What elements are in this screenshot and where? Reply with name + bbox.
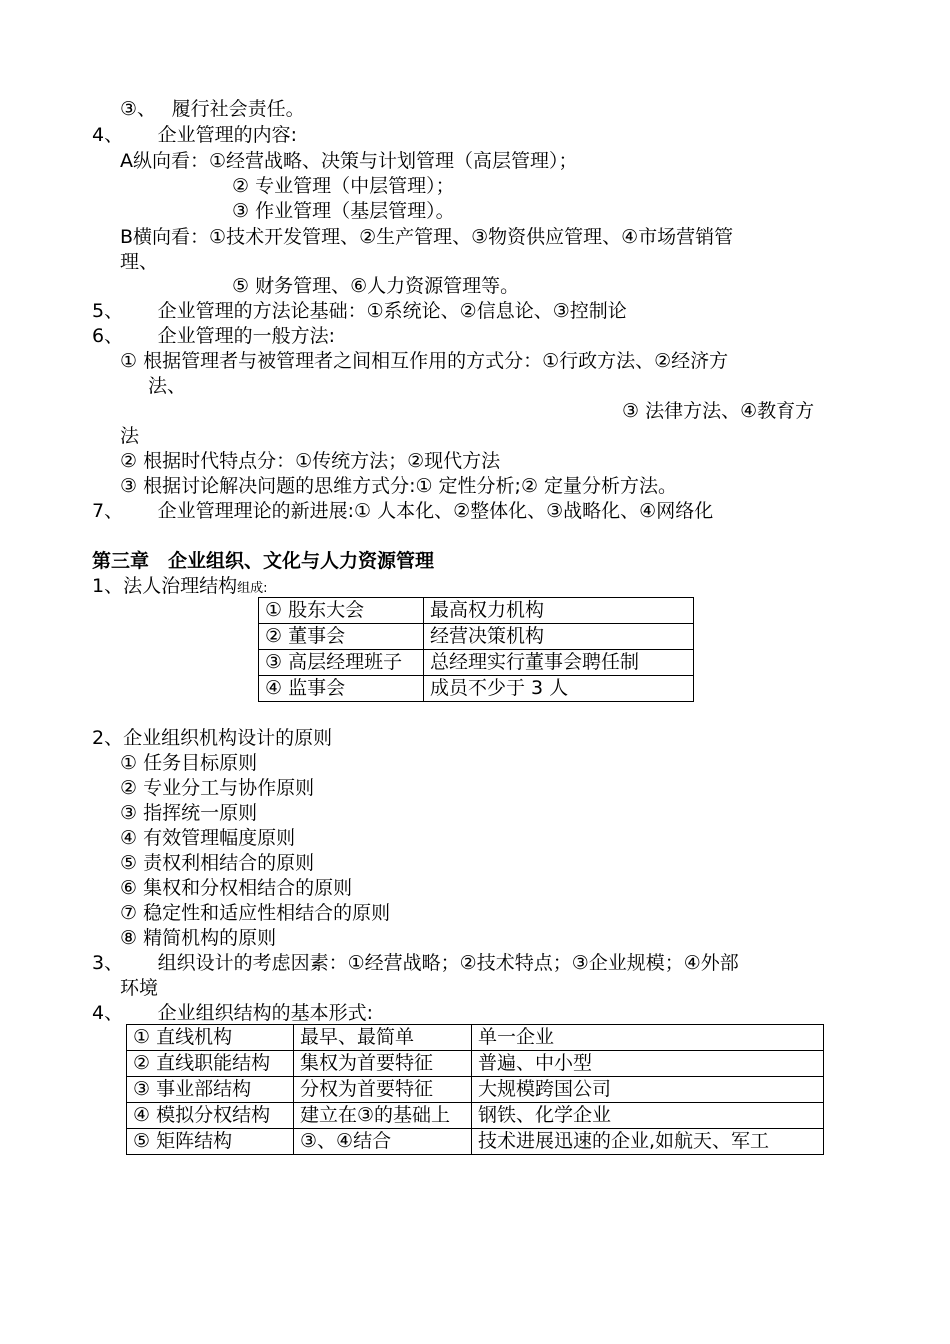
line-methodology: 5、 企业管理的方法论基础：①系统论、②信息论、③控制论 <box>92 300 627 322</box>
line-vertical-view: A纵向看：①经营战略、决策与计划管理（高层管理）； <box>120 150 578 172</box>
table-cell: ① 股东大会 <box>259 598 424 624</box>
table-cell: ② 董事会 <box>259 624 424 650</box>
item-corporate-governance-label: 1、法人治理结构 <box>92 575 238 597</box>
list-item: ⑧ 精简机构的原则 <box>120 927 277 949</box>
table-cell: 总经理实行董事会聘任制 <box>424 650 694 676</box>
table-cell: 集权为首要特征 <box>294 1051 472 1077</box>
table-row <box>127 1051 824 1077</box>
table-cell: ① 直线机构 <box>127 1025 294 1051</box>
table-cell: 单一企业 <box>472 1025 824 1051</box>
table-cell: ⑤ 矩阵结构 <box>127 1129 294 1155</box>
item-design-principles: 2、企业组织机构设计的原则 <box>92 727 333 749</box>
table-cell: ③ 高层经理班子 <box>259 650 424 676</box>
line-professional-management: ② 专业管理（中层管理）； <box>232 175 455 197</box>
table-cell: ③ 事业部结构 <box>127 1077 294 1103</box>
table-row <box>259 624 694 650</box>
list-item: ④ 有效管理幅度原则 <box>120 827 296 849</box>
line-general-methods: 6、 企业管理的一般方法: <box>92 325 336 347</box>
item-corporate-governance <box>92 574 267 601</box>
table-cell: 技术进展迅速的企业,如航天、军工 <box>472 1129 824 1155</box>
table-cell: 最早、最简单 <box>294 1025 472 1051</box>
table-cell: 建立在③的基础上 <box>294 1103 472 1129</box>
line-horizontal-view-cont: 理、 <box>120 251 159 273</box>
line-method-interaction-cont: 法、 <box>148 375 187 397</box>
governance-table <box>258 597 694 702</box>
line-new-progress: 7、 企业管理理论的新进展:① 人本化、②整体化、③战略化、④网络化 <box>92 500 714 522</box>
table-cell: 大规模跨国公司 <box>472 1077 824 1103</box>
item-structure-forms: 4、 企业组织结构的基本形式: <box>92 1002 374 1024</box>
line-method-thinking: ③ 根据讨论解决问题的思维方式分:① 定性分析;② 定量分析方法。 <box>120 475 678 497</box>
table-row <box>127 1103 824 1129</box>
table-cell: ② 直线职能结构 <box>127 1051 294 1077</box>
line-law-education-cont: 法 <box>120 425 140 447</box>
list-item: ③ 指挥统一原则 <box>120 802 258 824</box>
line-law-education: ③ 法律方法、④教育方 <box>622 400 815 422</box>
line-method-interaction: ① 根据管理者与被管理者之间相互作用的方式分：①行政方法、②经济方 <box>120 350 729 372</box>
line-method-era: ② 根据时代特点分：①传统方法；②现代方法 <box>120 450 501 472</box>
line-operational-management: ③ 作业管理（基层管理）。 <box>232 200 455 222</box>
structure-table <box>126 1024 824 1155</box>
table-cell: ④ 模拟分权结构 <box>127 1103 294 1129</box>
line-horizontal-view: B横向看：①技术开发管理、②生产管理、③物资供应管理、④市场营销管 <box>120 226 734 248</box>
table-cell: ④ 监事会 <box>259 676 424 702</box>
line-management-content: 4、 企业管理的内容: <box>92 124 298 146</box>
table-row <box>259 676 694 702</box>
list-item: ② 专业分工与协作原则 <box>120 777 315 799</box>
table-cell: 成员不少于 3 人 <box>424 676 694 702</box>
table-cell: 分权为首要特征 <box>294 1077 472 1103</box>
line-finance-hr: ⑤ 财务管理、⑥人力资源管理等。 <box>232 275 520 297</box>
table-row <box>127 1129 824 1155</box>
item-design-factors-cont: 环境 <box>120 977 159 999</box>
line-social-responsibility: ③、 履行社会责任。 <box>120 98 305 120</box>
table-cell: 钢铁、化学企业 <box>472 1103 824 1129</box>
table-row <box>127 1077 824 1103</box>
table-row <box>259 650 694 676</box>
list-item: ⑤ 责权利相结合的原则 <box>120 852 315 874</box>
table-cell: ③、④结合 <box>294 1129 472 1155</box>
table-row <box>259 598 694 624</box>
item-corporate-governance-suffix: 组成: <box>237 581 268 596</box>
table-cell: 普遍、中小型 <box>472 1051 824 1077</box>
item-design-factors: 3、 组织设计的考虑因素：①经营战略；②技术特点；③企业规模；④外部 <box>92 952 739 974</box>
list-item: ⑦ 稳定性和适应性相结合的原则 <box>120 902 391 924</box>
table-row <box>127 1025 824 1051</box>
chapter-title: 第三章 企业组织、文化与人力资源管理 <box>92 550 435 572</box>
list-item: ⑥ 集权和分权相结合的原则 <box>120 877 353 899</box>
table-cell: 最高权力机构 <box>424 598 694 624</box>
list-item: ① 任务目标原则 <box>120 752 258 774</box>
table-cell: 经营决策机构 <box>424 624 694 650</box>
